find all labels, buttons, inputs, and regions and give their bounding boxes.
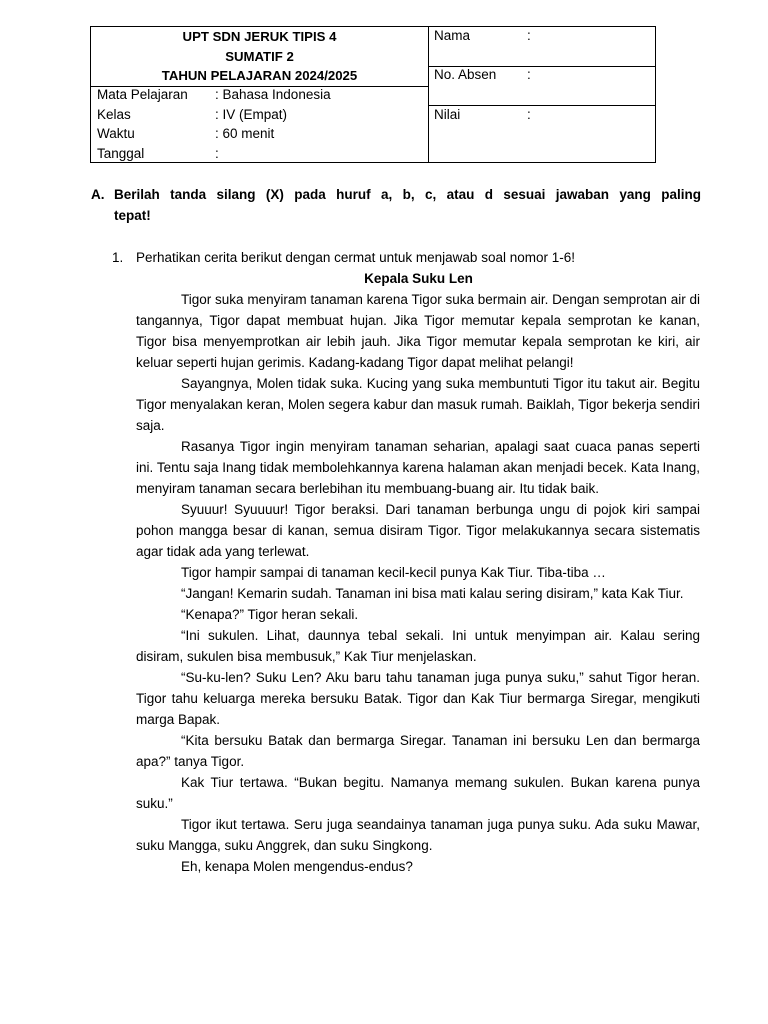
instruction-line: tepat! [114,208,151,223]
info-row-class [97,105,331,125]
field-colon: : [527,107,531,122]
info-row-subject [97,85,331,105]
story-paragraph: “Kita bersuku Batak dan bermarga Siregar. Tanaman ini bersuku Len dan bermarga apa?” tanya Tigor. [136,733,700,769]
instruction-line: Berilah tanda silang (X) pada huruf a, b, c, atau d sesuai jawaban yang paling [114,187,701,202]
info-value: : [215,145,219,161]
story-paragraph: Tigor suka menyiram tanaman karena Tigor suka bermain air. Dengan semprotan air di tangannya, Tigor dapat membuat hujan. Jika Tigor memutar kepala semprotan ke kanan, Tigor bisa menyemprotkan air lebih jauh. Jika Tigor memutar kepala semprotan ke kiri, air keluar seperti hujan gerimis. Kadang-kadang Tigor dapat melihat pelangi! [136,292,700,370]
info-label: Mata Pelajaran [97,87,188,102]
story-paragraph: Sayangnya, Molen tidak suka. Kucing yang suka membuntuti Tigor itu takut air. Begitu Tigor menyalakan keran, Molen segera kabur dan masuk rumah. Baiklah, Tigor bekerja sendiri saja. [136,376,700,433]
story-paragraph: “Ini sukulen. Lihat, daunnya tebal sekali. Ini untuk menyimpan air. Kalau sering disiram, sukulen bisa membusuk,” Kak Tiur menjelaskan. [136,628,700,664]
section-letter: A. [91,187,105,202]
header-right-cell [428,27,655,162]
info-value: : IV (Empat) [215,106,288,122]
score-field [428,106,655,162]
header-title-block [91,27,428,87]
question-number: 1. [112,250,124,265]
story-paragraph: Syuuur! Syuuuur! Tigor beraksi. Dari tanaman berbunga ungu di pojok kiri sampai pohon mangga besar di kanan, semua disiram Tigor. Tigor melakukannya secara sistematis agar tidak ada yang terlewat. [136,502,700,559]
info-label: Waktu [97,126,135,141]
story-paragraph: Rasanya Tigor ingin menyiram tanaman seharian, apalagi saat cuaca panas seperti ini. Tentu saja Inang tidak membolehkannya karena halaman akan menjadi becek. Kata Inang, menyiram tanaman secara berlebihan itu membuang-buang air. Itu tidak baik. [136,439,700,496]
info-value: : Bahasa Indonesia [215,87,331,102]
story-paragraph: Tigor ikut tertawa. Seru juga seandainya tanaman juga punya suku. Ada suku Mawar, suku Mangga, suku Anggrek, dan suku Singkong. [136,817,700,853]
header-left-cell [91,27,429,162]
story-paragraph: Kak Tiur tertawa. “Bukan begitu. Namanya memang sukulen. Bukan karena punya suku.” [136,775,700,811]
field-colon: : [527,28,531,43]
field-colon: : [527,67,531,82]
story-paragraph: “Jangan! Kemarin sudah. Tanaman ini bisa mati kalau sering disiram,” kata Kak Tiur. [181,586,684,601]
story-paragraph: Eh, kenapa Molen mengendus-endus? [181,859,413,874]
story-text [136,289,700,877]
story-title: Kepala Suku Len [364,271,473,286]
field-label: No. Absen [434,67,497,82]
info-row-date [97,144,331,164]
field-label: Nilai [434,107,461,122]
info-value: : 60 menit [215,126,275,141]
field-label: Nama [434,28,471,43]
section-a-instruction [91,184,701,226]
exam-info [97,85,331,163]
story-paragraph: Tigor hampir sampai di tanaman kecil-kecil punya Kak Tiur. Tiba-tiba … [181,565,606,580]
header-table [90,26,656,163]
academic-year: TAHUN PELAJARAN 2024/2025 [161,68,358,83]
question-intro: Perhatikan cerita berikut dengan cermat untuk menjawab soal nomor 1-6! [136,250,575,265]
name-field [428,27,655,67]
story-paragraph: “Su-ku-len? Suku Len? Aku baru tahu tanaman juga punya suku,” sahut Tigor heran. Tigor tahu keluarga mereka bersuku Batak. Tigor dan Kak Tiur bermarga Siregar, mengikuti marga Bapak. [136,670,700,727]
story-paragraph: “Kenapa?” Tigor heran sekali. [181,607,359,622]
exam-name: SUMATIF 2 [225,48,294,64]
instruction-text [114,184,701,226]
info-label: Tanggal [97,145,145,161]
info-row-time [97,124,331,144]
absence-number-field [428,66,655,106]
school-name: UPT SDN JERUK TIPIS 4 [182,29,337,44]
info-label: Kelas [97,106,131,122]
